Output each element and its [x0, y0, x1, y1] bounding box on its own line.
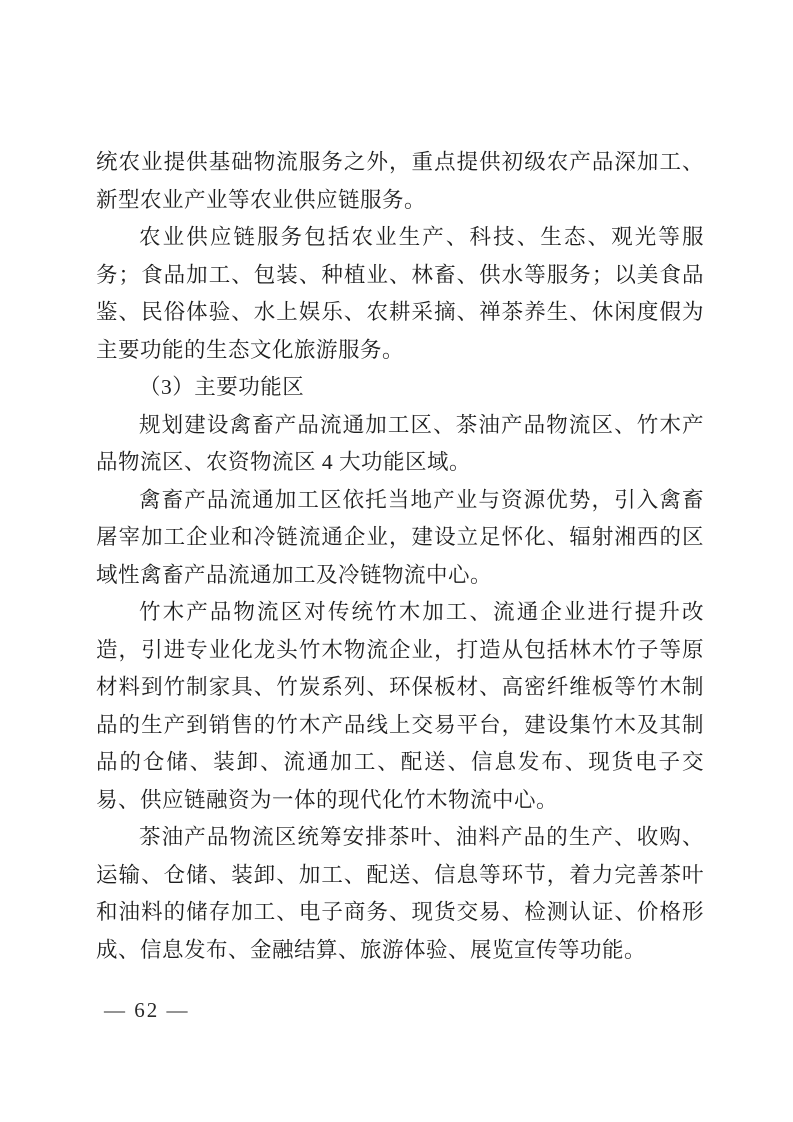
section-heading-main-function-zones: （3）主要功能区: [139, 375, 305, 399]
paragraph-livestock-zone: 禽畜产品流通加工区依托当地产业与资源优势，引入禽畜屠宰加工企业和冷链流通企业，建设立足怀化、辐射湘西的区域性禽畜产品流通加工及冷链物流中心。: [96, 487, 704, 587]
paragraph-agriculture-supply-chain: 农业供应链服务包括农业生产、科技、生态、观光等服务；食品加工、包装、种植业、林畜、供水等服务；以美食品鉴、民俗体验、水上娱乐、农耕采摘、禅茶养生、休闲度假为主要功能的生态文化旅游服务。: [96, 225, 704, 362]
paragraph-bamboo-wood-zone: 竹木产品物流区对传统竹木加工、流通企业进行提升改造，引进专业化龙头竹木物流企业，打造从包括林木竹子等原材料到竹制家具、竹炭系列、环保板材、高密纤维板等竹木制品的生产到销售的竹木产品线上交易平台，建设集竹木及其制品的仓储、装卸、流通加工、配送、信息发布、现货电子交易、供应链融资为一体的现代化竹木物流中心。: [96, 600, 704, 812]
document-body: [96, 144, 704, 969]
paragraph-four-zones-overview: 规划建设禽畜产品流通加工区、茶油产品物流区、竹木产品物流区、农资物流区 4 大功能区域。: [96, 412, 704, 474]
paragraph-continuation: 统农业提供基础物流服务之外，重点提供初级农产品深加工、新型农业产业等农业供应链服务。: [96, 150, 704, 212]
paragraph-tea-oil-zone: 茶油产品物流区统筹安排茶叶、油料产品的生产、收购、运输、仓储、装卸、加工、配送、信息等环节，着力完善茶叶和油料的储存加工、电子商务、现货交易、检测认证、价格形成、信息发布、金融结算、旅游体验、展览宣传等功能。: [96, 825, 704, 962]
page-number: — 62 —: [104, 998, 190, 1022]
